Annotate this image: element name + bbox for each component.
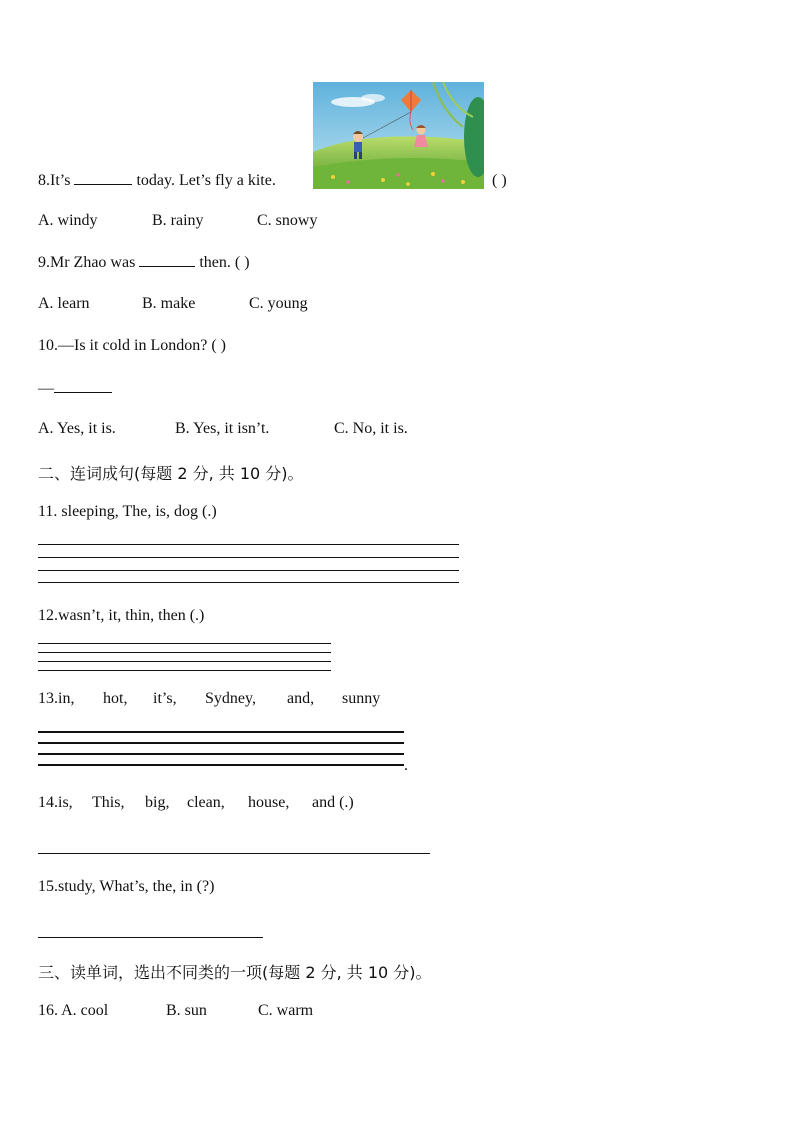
question-8-stem: [38, 172, 276, 190]
q10-answer-blank[interactable]: [54, 391, 112, 393]
q11-writing-line[interactable]: [38, 582, 459, 583]
q13-writing-line[interactable]: [38, 731, 404, 733]
q13-writing-line[interactable]: [38, 764, 404, 766]
q8-options: [38, 212, 317, 230]
question-10-stem: 10.—Is it cold in London? ( ): [38, 337, 226, 354]
q8-answer-blank[interactable]: [74, 183, 132, 185]
section-3-title: 三、读单词，选出不同类的一项(每题 2 分, 共 10 分)。: [38, 963, 432, 982]
q9-stem-after: then. ( ): [199, 254, 250, 271]
q9-options: [38, 295, 308, 313]
q13-writing-line[interactable]: [38, 753, 404, 755]
q10-option-a[interactable]: A. Yes, it is.: [38, 420, 116, 437]
q13-word: it’s,: [153, 690, 177, 707]
q13-word: hot,: [103, 690, 128, 707]
q13-writing-line[interactable]: [38, 742, 404, 744]
question-13-words: [38, 690, 380, 708]
q13-word: 13.in,: [38, 690, 75, 707]
q12-writing-line[interactable]: [38, 661, 331, 662]
q11-writing-line[interactable]: [38, 570, 459, 571]
q12-writing-line[interactable]: [38, 670, 331, 671]
q10-option-b[interactable]: B. Yes, it isn’t.: [175, 420, 270, 437]
q14-word: and (.): [312, 794, 354, 811]
q10-reply-line: [38, 380, 112, 398]
q14-word: clean,: [187, 794, 225, 811]
q13-word: sunny: [342, 690, 381, 707]
q9-answer-blank[interactable]: [139, 265, 195, 267]
question-9-stem: [38, 254, 250, 272]
q16-option-b[interactable]: B. sun: [166, 1002, 207, 1019]
q8-option-c[interactable]: C. snowy: [257, 212, 318, 229]
q14-word: big,: [145, 794, 170, 811]
q16-option-a[interactable]: 16. A. cool: [38, 1002, 109, 1019]
q12-writing-line[interactable]: [38, 652, 331, 653]
q14-word: house,: [248, 794, 290, 811]
q8-option-a[interactable]: A. windy: [38, 212, 98, 229]
q16-option-c[interactable]: C. warm: [258, 1002, 314, 1019]
section-2-title: 二、连词成句(每题 2 分, 共 10 分)。: [38, 464, 304, 483]
q12-writing-line[interactable]: [38, 643, 331, 644]
q9-stem-before: 9.Mr Zhao was: [38, 254, 136, 271]
q10-option-c[interactable]: C. No, it is.: [334, 420, 408, 437]
q8-option-b[interactable]: B. rainy: [152, 212, 204, 229]
q14-writing-line[interactable]: [38, 853, 430, 854]
q8-stem-after: today. Let’s fly a kite.: [136, 172, 276, 189]
q14-word: This,: [92, 794, 125, 811]
q13-word: Sydney,: [205, 690, 256, 707]
q8-answer-paren[interactable]: ( ): [492, 172, 507, 189]
kite-flying-illustration: [313, 82, 484, 189]
q10-reply-dash: —: [38, 380, 54, 397]
q8-stem-before: 8.It’s: [38, 172, 71, 189]
q10-options: [38, 420, 408, 438]
q16-options: [38, 1002, 313, 1020]
q11-writing-line[interactable]: [38, 544, 459, 545]
q9-option-a[interactable]: A. learn: [38, 295, 90, 312]
q9-option-c[interactable]: C. young: [249, 295, 308, 312]
q15-writing-line[interactable]: [38, 937, 263, 938]
question-15-words: 15.study, What’s, the, in (?): [38, 878, 215, 895]
q14-word: 14.is,: [38, 794, 73, 811]
question-11-words: 11. sleeping, The, is, dog (.): [38, 503, 217, 520]
q9-option-b[interactable]: B. make: [142, 295, 196, 312]
q11-writing-line[interactable]: [38, 557, 459, 558]
question-12-words: 12.wasn’t, it, thin, then (.): [38, 607, 205, 624]
q13-end-mark: .: [404, 757, 408, 774]
q13-word: and,: [287, 690, 315, 707]
question-14-words: [38, 794, 354, 812]
